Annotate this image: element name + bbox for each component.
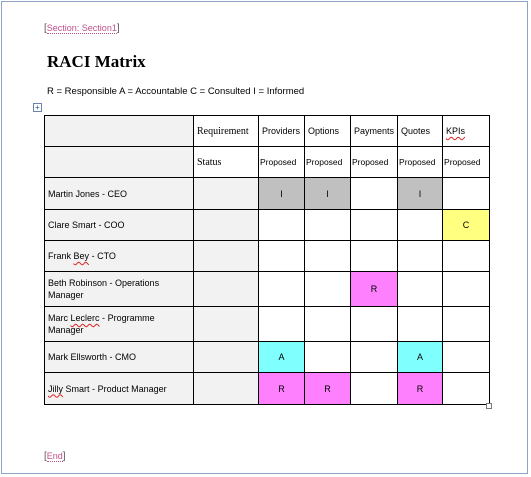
section-end-open-bracket: [ (44, 451, 47, 462)
raci-cell[interactable] (398, 307, 443, 342)
raci-cell[interactable] (351, 241, 398, 272)
person-name: Clare Smart - COO (48, 220, 125, 230)
person-name-cell[interactable] (45, 272, 194, 307)
column-header-kpis[interactable] (443, 116, 490, 147)
raci-cell[interactable] (305, 241, 351, 272)
person-name: Martin Jones - CEO (48, 188, 128, 199)
table-row (45, 241, 490, 272)
raci-cell[interactable]: C (443, 210, 490, 241)
person-name-cell[interactable] (45, 307, 194, 342)
table-row (45, 342, 490, 373)
raci-cell[interactable] (259, 241, 305, 272)
table-row (45, 178, 490, 210)
raci-cell[interactable]: R (259, 373, 305, 405)
column-header-label: Payments (354, 126, 395, 136)
raci-cell[interactable] (351, 373, 398, 405)
person-name-cell[interactable] (45, 342, 194, 373)
section-start-close-bracket: ] (116, 23, 120, 34)
raci-cell[interactable] (351, 178, 398, 210)
status-cell[interactable]: Proposed (351, 147, 398, 178)
raci-cell[interactable]: A (398, 342, 443, 373)
table-row (45, 307, 490, 342)
status-corner-cell[interactable] (45, 147, 194, 178)
move-arrows-icon[interactable]: + (33, 103, 42, 112)
raci-cell[interactable] (351, 210, 398, 241)
person-name: Mark Ellsworth - CMO (48, 352, 137, 362)
raci-cell[interactable] (259, 307, 305, 342)
status-cell[interactable]: Proposed (443, 147, 490, 178)
table-header-row (45, 116, 490, 147)
raci-cell[interactable] (443, 178, 490, 210)
requirement-cell[interactable] (194, 342, 259, 373)
section-end-label: End (46, 451, 63, 461)
raci-cell[interactable] (443, 241, 490, 272)
table-status-row (45, 147, 490, 178)
table-row (45, 373, 490, 405)
raci-cell[interactable] (443, 342, 490, 373)
document-page (1, 1, 528, 474)
raci-cell[interactable] (443, 373, 490, 405)
raci-cell[interactable] (305, 272, 351, 307)
raci-cell[interactable] (259, 272, 305, 307)
raci-cell[interactable] (443, 272, 490, 307)
raci-cell[interactable] (351, 307, 398, 342)
requirement-cell[interactable] (194, 178, 259, 210)
document-title: RACI Matrix (47, 52, 146, 71)
section-end-tag[interactable] (44, 451, 66, 462)
raci-cell[interactable]: I (398, 178, 443, 210)
requirement-cell[interactable] (194, 307, 259, 342)
column-header-payments[interactable] (351, 116, 398, 147)
person-name: Frank Bey - CTO (48, 251, 116, 261)
raci-cell[interactable] (351, 342, 398, 373)
header-corner-cell[interactable] (45, 116, 194, 147)
person-name: Marc Leclerc - Programme Manager (48, 313, 155, 335)
status-cell[interactable]: Proposed (398, 147, 443, 178)
table-row (45, 210, 490, 241)
raci-table (44, 115, 490, 405)
raci-cell[interactable] (398, 210, 443, 241)
raci-legend: R = Responsible A = Accountable C = Consulted I = Informed (47, 86, 305, 97)
section-end-close-bracket: ] (62, 451, 66, 462)
person-name-cell[interactable] (45, 178, 194, 210)
raci-cell[interactable]: R (305, 373, 351, 405)
requirement-cell[interactable] (194, 373, 259, 405)
column-header-quotes[interactable] (398, 116, 443, 147)
raci-cell[interactable] (305, 210, 351, 241)
raci-cell[interactable] (398, 272, 443, 307)
table-row (45, 272, 490, 307)
status-cell[interactable]: Proposed (259, 147, 305, 178)
person-name-cell[interactable] (45, 241, 194, 272)
section-start-open-bracket: [ (44, 23, 47, 34)
raci-cell[interactable] (259, 210, 305, 241)
requirement-cell[interactable] (194, 272, 259, 307)
column-header-options[interactable] (305, 116, 351, 147)
table-resize-handle[interactable] (486, 403, 492, 409)
raci-cell[interactable]: I (259, 178, 305, 210)
status-cell[interactable]: Proposed (305, 147, 351, 178)
column-header-label: KPIs (446, 126, 466, 136)
person-name-cell[interactable] (45, 373, 194, 405)
raci-cell[interactable] (443, 307, 490, 342)
status-header[interactable]: Status (194, 147, 259, 178)
column-header-label: Quotes (401, 126, 431, 136)
raci-cell[interactable]: A (259, 342, 305, 373)
person-name-cell[interactable] (45, 210, 194, 241)
person-name: Beth Robinson - Operations Manager (48, 278, 160, 300)
raci-cell[interactable] (305, 307, 351, 342)
raci-cell[interactable]: R (351, 272, 398, 307)
column-header-label: Options (308, 126, 340, 136)
person-name: Jilly Smart - Product Manager (48, 383, 167, 394)
requirement-cell[interactable] (194, 210, 259, 241)
raci-cell[interactable] (305, 342, 351, 373)
raci-cell[interactable]: I (305, 178, 351, 210)
section-start-label: Section: Section1 (46, 23, 117, 33)
requirement-cell[interactable] (194, 241, 259, 272)
section-start-tag[interactable] (44, 23, 120, 34)
raci-cell[interactable] (398, 241, 443, 272)
raci-cell[interactable]: R (398, 373, 443, 405)
column-header-label: Providers (262, 126, 301, 136)
requirement-header[interactable]: Requirement (194, 116, 259, 147)
column-header-providers[interactable] (259, 116, 305, 147)
